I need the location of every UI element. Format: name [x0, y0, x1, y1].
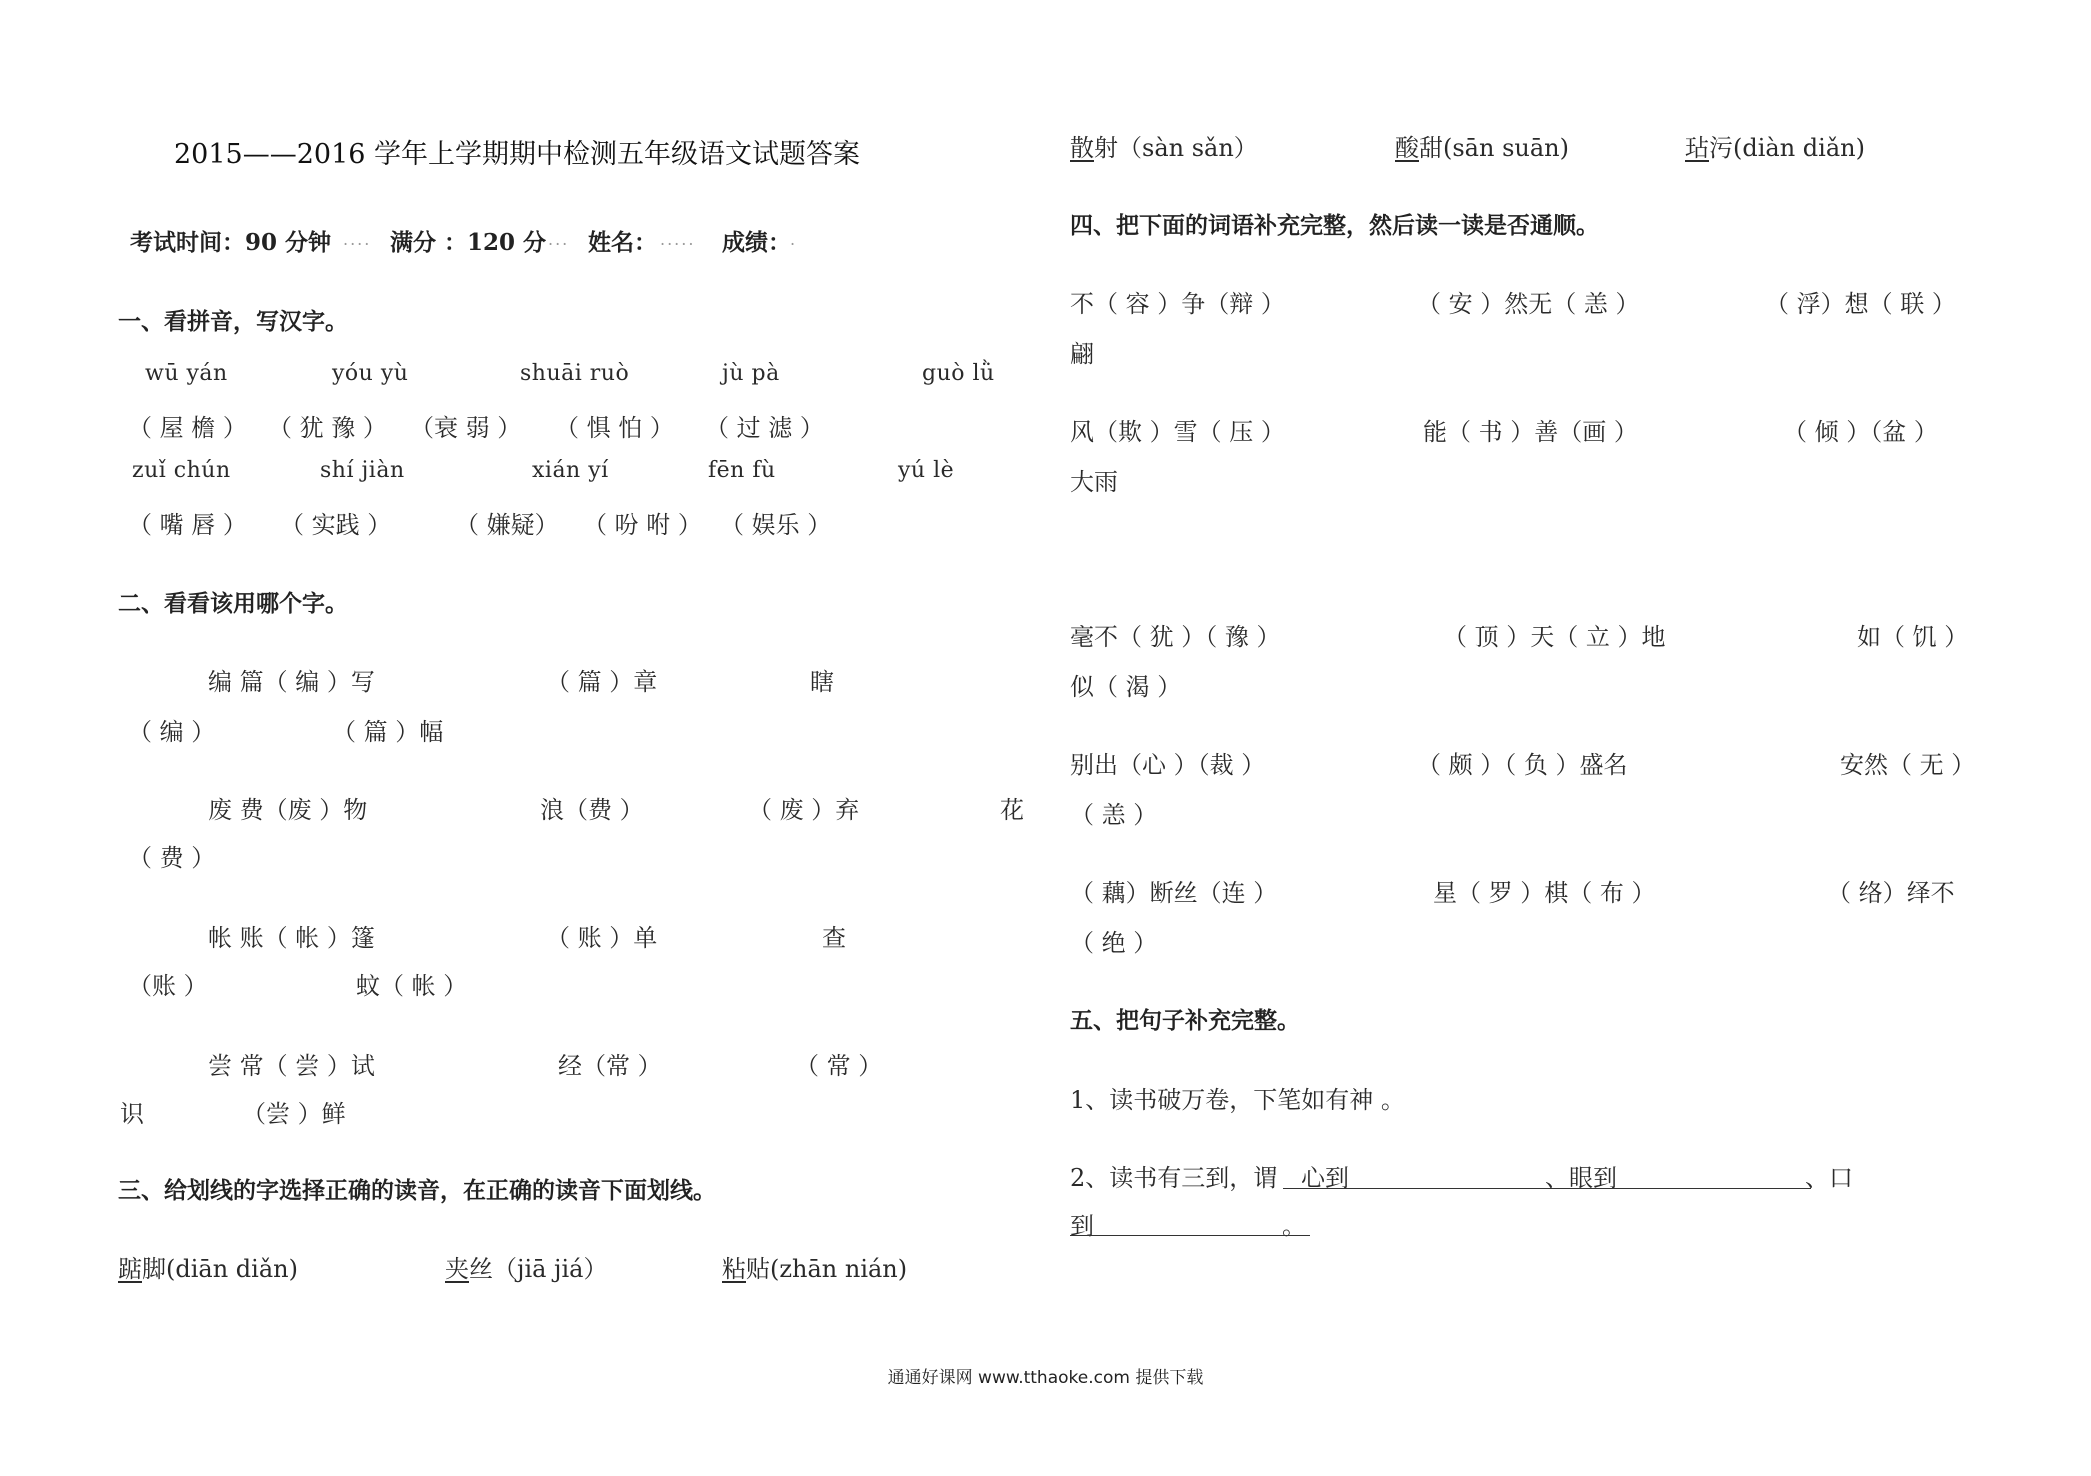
idiom-item: （ 倾 ）（盆 ）: [1783, 418, 1938, 446]
reading-item: 踮脚(diān diǎn): [118, 1255, 298, 1283]
answer: （ 过 滤 ）: [705, 414, 824, 442]
idiom-item: （ 络）绎不: [1827, 879, 1955, 907]
dot-leader: ....: [343, 230, 372, 249]
reading-item: 散射（sàn sǎn）: [1070, 134, 1258, 162]
pinyin: fēn fù: [708, 458, 776, 483]
answer-underline: [1070, 1235, 1310, 1236]
sentence-2-heart: 心到: [1301, 1164, 1349, 1192]
dot-leader: .: [790, 230, 798, 249]
answer: （衰 弱 ）: [410, 414, 522, 442]
underlined-char: 玷: [1685, 134, 1709, 162]
section5-heading: 五、把句子补充完整。: [1070, 1007, 1300, 1034]
answer: （ 犹 豫 ）: [268, 414, 387, 442]
idiom-wrap: （ 绝 ）: [1070, 929, 1158, 957]
section3-heading: 三、给划线的字选择正确的读音，在正确的读音下面划线。: [118, 1177, 716, 1204]
choice-item: （ 篇 ）章: [546, 668, 658, 696]
idiom-item: 星（ 罗 ）棋（ 布 ）: [1433, 879, 1656, 907]
section1-heading: 一、看拼音，写汉字。: [118, 308, 348, 335]
choice-item: 帐 账（ 帐 ）篷: [208, 924, 375, 952]
exam-time: 考试时间：90 分钟: [130, 229, 332, 256]
underlined-char: 散: [1070, 134, 1094, 162]
idiom-wrap: 翩: [1070, 340, 1094, 368]
choice-item: 识: [120, 1100, 144, 1128]
choice-item: （ 篇 ）幅: [332, 718, 444, 746]
choice-item: 浪（费 ）: [540, 796, 644, 824]
pinyin: wū yán: [145, 361, 228, 386]
idiom-wrap: 似（ 渴 ）: [1070, 673, 1182, 701]
pinyin: zuǐ chún: [132, 458, 231, 483]
footer-credit: 通通好课网 www.tthaoke.com 提供下载: [887, 1368, 1204, 1388]
answer: （ 嫌疑）: [455, 511, 559, 539]
choice-item: （ 废 ）弃: [748, 796, 860, 824]
sentence-1: 1、读书破万卷，下笔如有神 。: [1070, 1086, 1405, 1114]
choice-item: 花: [1000, 796, 1024, 824]
choice-item: 查: [822, 924, 846, 952]
pinyin: guò lǜ: [922, 361, 995, 386]
left-column: [0, 0, 1045, 1476]
idiom-item: （ 颇 ）（ 负 ）盛名: [1417, 751, 1628, 779]
choice-item: （账 ）: [128, 972, 208, 1000]
underlined-char: 踮: [118, 1255, 142, 1283]
idiom-wrap: （ 恙 ）: [1070, 801, 1158, 829]
answer: （ 娱乐 ）: [720, 511, 832, 539]
idiom-item: 安然（ 无 ）: [1840, 751, 1976, 779]
answer-underline: [1283, 1188, 1811, 1189]
choice-item: 经（常 ）: [558, 1052, 662, 1080]
idiom-item: 别出（心 ）（裁 ）: [1070, 751, 1266, 779]
idiom-item: 风（欺 ）雪（ 压 ）: [1070, 418, 1285, 446]
choice-item: （ 常 ）: [795, 1052, 883, 1080]
sentence-2-eye: 、眼到: [1545, 1164, 1617, 1192]
idiom-item: 如（ 饥 ）: [1857, 623, 1969, 651]
reading-item: 夹丝（jiā jiá）: [445, 1255, 608, 1283]
underlined-char: 酸: [1395, 134, 1419, 162]
dot-leader: ...: [548, 230, 570, 249]
idiom-item: 能（ 书 ）善（画 ）: [1423, 418, 1638, 446]
sentence-2-end: 。: [1282, 1212, 1306, 1240]
right-column: [1045, 0, 2091, 1476]
reading-item: 酸甜(sān suān): [1395, 134, 1569, 162]
choice-item: 瞎: [810, 668, 834, 696]
pinyin: shuāi ruò: [520, 361, 630, 386]
name-label: 姓名：: [588, 229, 657, 256]
choice-item: （ 费 ）: [128, 844, 216, 872]
choice-item: （ 编 ）: [128, 718, 216, 746]
idiom-item: （ 藕）断丝（连 ）: [1070, 879, 1278, 907]
idiom-item: （ 安 ）然无（ 恙 ）: [1417, 290, 1640, 318]
idiom-item: （ 顶 ）天（ 立 ）地: [1443, 623, 1666, 651]
underlined-char: 粘: [722, 1255, 746, 1283]
full-score: 满分 ：120 分: [390, 229, 547, 256]
pinyin: shí jiàn: [320, 458, 405, 483]
page-title: 2015——2016 学年上学期期中检测五年级语文试题答案: [174, 139, 861, 170]
dot-leader: .....: [660, 230, 696, 249]
pinyin: yú lè: [898, 458, 955, 483]
answer: （ 嘴 唇 ）: [128, 511, 247, 539]
answer: （ 惧 怕 ）: [555, 414, 674, 442]
choice-item: （ 账 ）单: [546, 924, 658, 952]
underlined-char: 夹: [445, 1255, 469, 1283]
reading-item: 玷污(diàn diǎn): [1685, 134, 1865, 162]
answer: （ 吩 咐 ）: [583, 511, 702, 539]
idiom-item: （ 浮）想（ 联 ）: [1765, 290, 1956, 318]
idiom-item: 不（ 容 ）争（辩 ）: [1070, 290, 1285, 318]
grade-label: 成绩：: [722, 229, 791, 256]
idiom-item: 毫不（ 犹 ）（ 豫 ）: [1070, 623, 1281, 651]
choice-item: 尝 常（ 尝 ）试: [208, 1052, 375, 1080]
sentence-2-mouth-cont: 到: [1070, 1212, 1094, 1240]
section2-heading: 二、看看该用哪个字。: [118, 590, 348, 617]
choice-item: 蚊（ 帐 ）: [356, 972, 468, 1000]
idiom-wrap: 大雨: [1070, 468, 1118, 496]
sentence-2-mouth: 、口: [1805, 1164, 1853, 1192]
section4-heading: 四、把下面的词语补充完整，然后读一读是否通顺。: [1070, 212, 1599, 239]
choice-item: 废 费（废 ）物: [208, 796, 368, 824]
pinyin: jù pà: [722, 361, 780, 386]
answer: （ 实践 ）: [280, 511, 392, 539]
choice-item: （尝 ）鲜: [242, 1100, 346, 1128]
pinyin: yóu yù: [332, 361, 409, 386]
choice-item: 编 篇（ 编 ）写: [208, 668, 375, 696]
pinyin: xián yí: [532, 458, 609, 483]
reading-item: 粘贴(zhān nián): [722, 1255, 908, 1283]
sentence-2-prefix: 2、读书有三到，谓: [1070, 1164, 1278, 1192]
answer: （ 屋 檐 ）: [128, 414, 247, 442]
